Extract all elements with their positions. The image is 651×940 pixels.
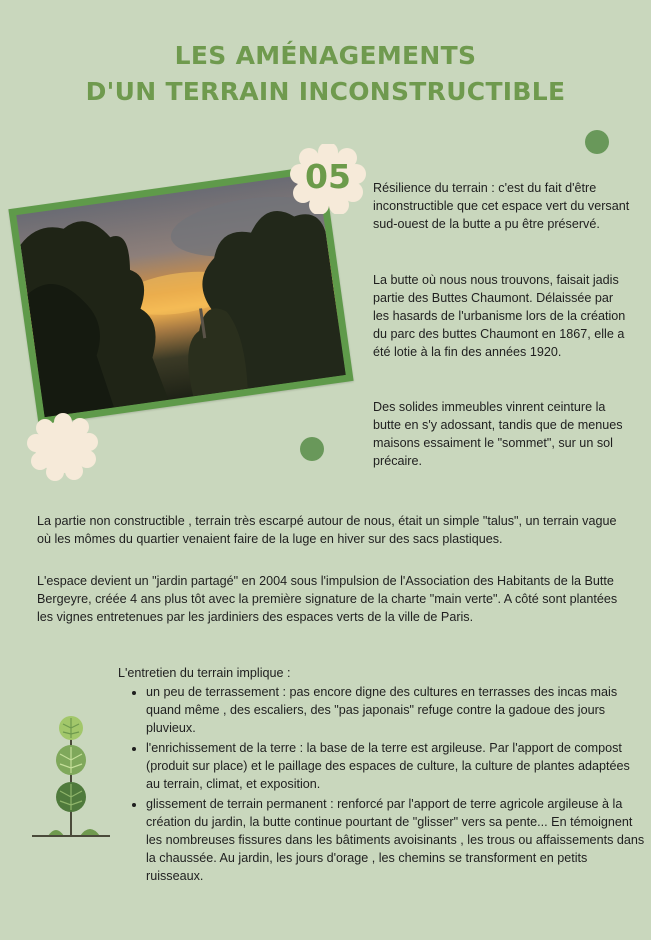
title-line-2: D'UN TERRAIN INCONSTRUCTIBLE [85,77,566,106]
decorative-dot-top-right [585,130,609,154]
list-item: • l'enrichissement de la terre : la base de la terre est argileuse. Par l'apport de compost (produit sur place) et le paillage des espaces de culture, la culture de plantes adaptées au terrain, climat, et exposition. [146,739,646,793]
page-title [0,38,651,110]
title-line-1: LES AMÉNAGEMENTS [174,41,477,70]
topiary-tree-icon [30,712,112,840]
body-paragraph-talus: La partie non constructible , terrain très escarpé autour de nous, était un simple "talus", un terrain vague où les mômes du quartier venaient faire de la luge en hiver sur des sacs plastiques. [37,514,617,546]
maintenance-heading: L'entretien du terrain implique : [118,666,291,680]
body-paragraph-jardin-partage: L'espace devient un "jardin partagé" en 2004 sous l'impulsion de l'Association des Habitants de la Butte Bergeyre, créée 4 ans plus tôt avec la première signature de la charte "main verte". A côté sont plantées les vignes entretenues par les jardiniers des espaces verts de la ville de Paris. [37,574,618,624]
scalloped-flower-icon [27,413,99,481]
intro-paragraph-3: Des solides immeubles vinrent ceinture la butte en s'y adossant, tandis que de menues maisons essaiment le "sommet", sur un sol précaire. [373,400,623,468]
list-item: • glissement de terrain permanent : renforcé par l'apport de terre agricole argileuse à la création du jardin, la butte continue pourtant de "glisser" vers sa pente... En témoignent les nombreuses fissures dans les bâtiments avoisinants , les trous ou affaissements dans la chaussée. Au jardin, les jours d'orage , les chemins se transforment en petits ruisseaux. [146,795,646,885]
number-badge [289,144,367,214]
maintenance-list [130,683,646,887]
decorative-dot-middle [300,437,324,461]
list-item: • un peu de terrassement : pas encore digne des cultures en terrasses des incas mais quand même , des escaliers, des "pas japonais" refuge contre la gadoue des jours pluvieux. [146,683,646,737]
badge-number: 05 [305,157,351,196]
intro-paragraph-1: Résilience du terrain : c'est du fait d'être inconstructible que cet espace vert du versant sud-ouest de la butte a pu être préservé. [373,181,630,231]
intro-paragraph-2: La butte où nous nous trouvons, faisait jadis partie des Buttes Chaumont. Délaissée par les hasards de l'urbanisme lors de la création du parc des buttes Chaumont en 1867, elle a été lotie à la fin des années 1920. [373,273,626,359]
